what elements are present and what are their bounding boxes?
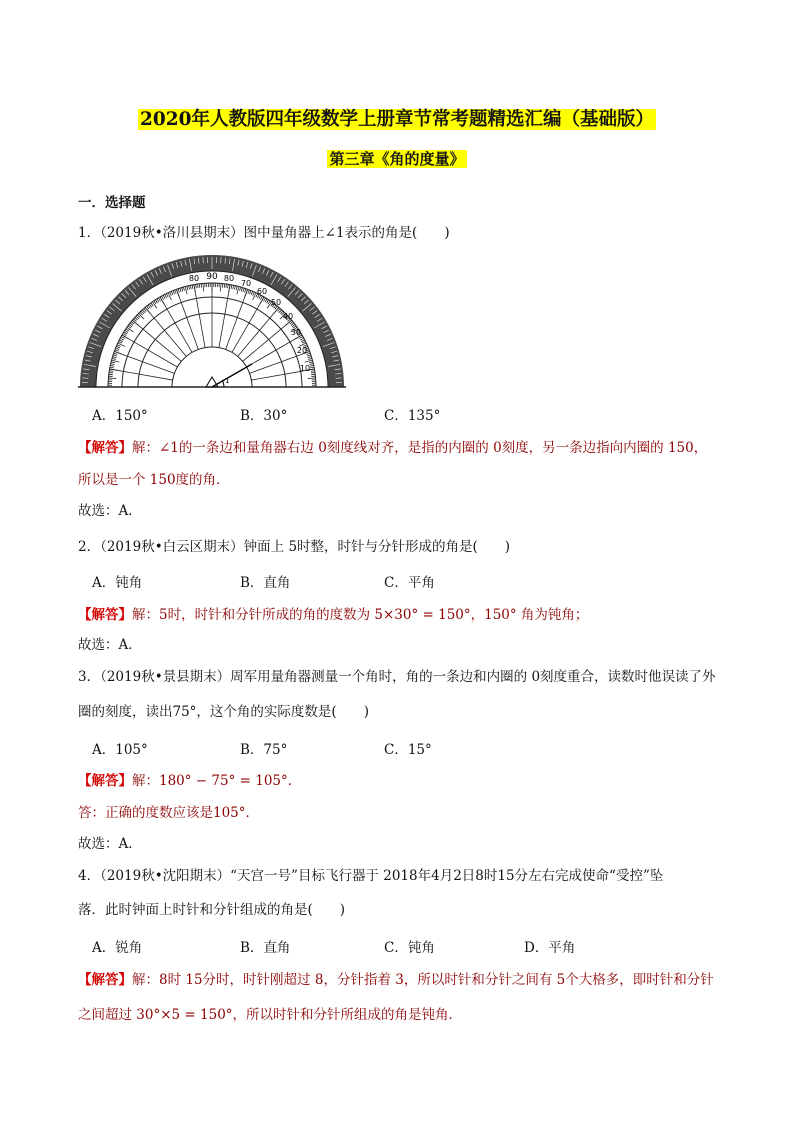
protractor-label-60: 60 (256, 287, 268, 296)
protractor-minor-tick (109, 373, 113, 374)
subtitle-row (0, 148, 794, 169)
page-title: 2020年人教版四年级数学上册章节常考题精选汇编（基础版） (140, 109, 654, 130)
q4-answer-line2: 之间超过 30°×5 = 150°，所以时针和分针所组成的角是钝角． (78, 1007, 463, 1023)
q1-answer-text: 解：∠1的一条边和量角器右边 0刻度线对齐，是指的内圈的 0刻度，另一条边指向内圈的 150， (132, 440, 708, 456)
protractor-minor-tick (311, 373, 315, 374)
answer-label: 【解答】 (78, 607, 132, 623)
protractor-label-10: 10 (299, 364, 311, 373)
protractor-figure (76, 249, 348, 395)
q3-stem-line2: 圈的刻度，读出75°，这个角的实际度数是( ) (78, 704, 369, 720)
chapter-title: 第三章《角的度量》 (329, 150, 465, 168)
q2-answer-text: 解：5时，时针和分针所成的角的度数为 5×30° = 150°，150° 角为钝角； (132, 607, 589, 623)
protractor-label-20: 20 (296, 346, 308, 355)
q1-choice: 故选：A． (78, 503, 142, 519)
q4-option-a: A．锐角 (92, 940, 143, 956)
title-row (0, 105, 794, 131)
protractor-image (76, 249, 348, 391)
protractor-minor-tick (198, 284, 199, 288)
protractor-label-30: 30 (290, 328, 302, 337)
protractor-label-90: 90 (206, 272, 218, 282)
answer-label: 【解答】 (78, 773, 132, 789)
q3-option-b: B．75° (240, 742, 288, 758)
q2-choice: 故选：A． (78, 637, 142, 653)
q3-option-a: A．105° (92, 742, 148, 758)
protractor-label-40: 40 (282, 312, 294, 321)
protractor-label-50: 50 (270, 298, 282, 307)
q2-option-b: B．直角 (240, 575, 291, 591)
q4-option-d: D．平角 (524, 940, 576, 956)
q1-stem: 1．（2019秋•洛川县期末）图中量角器上∠1表示的角是( ) (78, 225, 450, 241)
q3-conclusion: 答：正确的度数应该是105°． (78, 805, 260, 821)
q1-answer-line2: 所以是一个 150度的角． (78, 472, 230, 488)
q1-answer-line1 (78, 436, 718, 456)
answer-label: 【解答】 (78, 440, 132, 456)
answer-label: 【解答】 (78, 972, 132, 988)
q4-option-c: C．钝角 (384, 940, 435, 956)
angle-1-label: 1 (225, 377, 230, 385)
q2-stem: 2．（2019秋•白云区期末）钟面上 5时整，时针与分针形成的角是( ) (78, 539, 511, 555)
section-heading: 一．选择题 (78, 195, 146, 211)
q4-option-b: B．直角 (240, 940, 291, 956)
q1-option-b: B．30° (240, 408, 288, 424)
q1-option-c: C．135° (384, 408, 441, 424)
q2-option-a: A．钝角 (92, 575, 143, 591)
protractor-minor-tick (226, 284, 227, 288)
q3-answer-line (78, 769, 718, 789)
q4-stem-line2: 落．此时钟面上时针和分针组成的角是( ) (78, 902, 346, 918)
protractor-label-100: 80 (223, 274, 235, 283)
q1-option-a: A．150° (92, 408, 148, 424)
protractor-label-70: 70 (240, 279, 252, 288)
protractor-label-80: 80 (188, 274, 200, 283)
q2-option-c: C．平角 (384, 575, 435, 591)
q4-answer-line1 (78, 968, 718, 988)
q3-stem-line1: 3．（2019秋•景县期末）周军用量角器测量一个角时，角的一条边和内圈的 0刻度重合，读数时他误读了外 (78, 669, 716, 685)
q3-choice: 故选：A． (78, 836, 142, 852)
q4-stem-line1: 4．（2019秋•沈阳期末）“天宫一号”目标飞行器于 2018年4月2日8时15分左右完成使命“受控”坠 (78, 868, 664, 884)
q2-answer-line (78, 603, 718, 623)
q3-option-c: C．15° (384, 742, 432, 758)
q4-answer-text: 解：8时 15分时，时针刚超过 8，分针指着 3，所以时针和分针之间有 5个大格多，即时针和分针 (132, 972, 714, 988)
q3-answer-text: 解：180° − 75° = 105°． (132, 773, 302, 789)
